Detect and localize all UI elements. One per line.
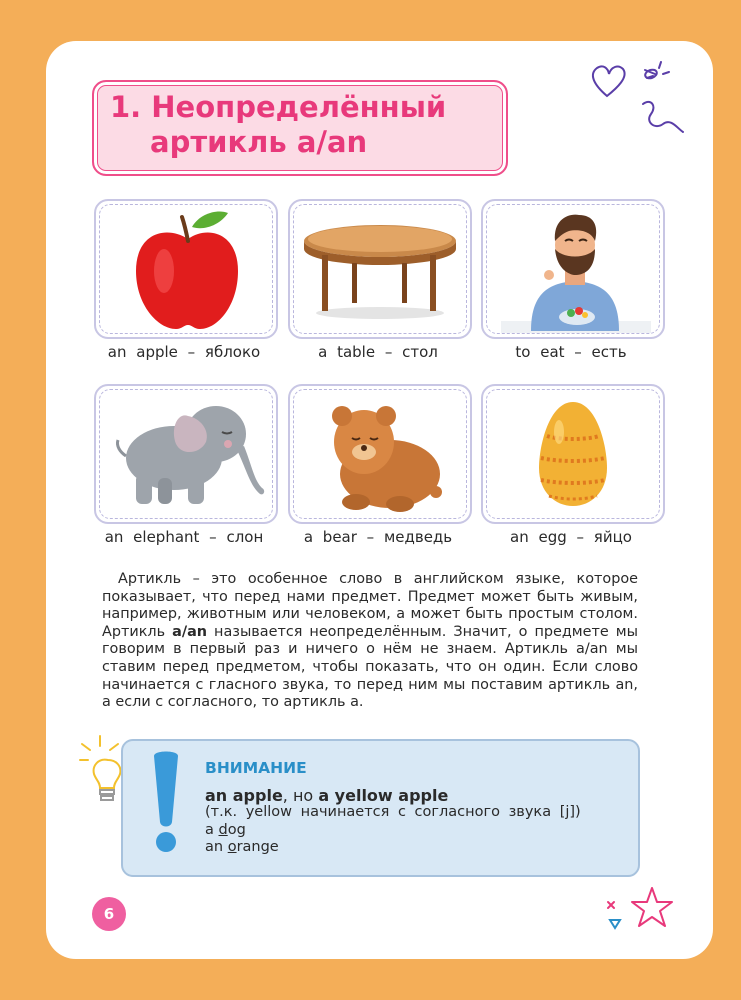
- note-example-dog: a dog: [205, 822, 246, 838]
- card-elephant: [94, 384, 278, 524]
- bear-image: [290, 386, 470, 522]
- note-explanation: (т.к. yellow начинается с согласного звука [j]): [205, 804, 581, 820]
- star-doodle-icon: [604, 880, 684, 940]
- page-number-badge: 6: [92, 897, 126, 931]
- egg-image: [483, 386, 663, 522]
- page-title-line-2: артикль a/an: [150, 125, 368, 159]
- card-caption-egg: an egg – яйцо: [510, 528, 632, 546]
- card-table: [288, 199, 472, 339]
- apple-image: [96, 201, 276, 337]
- man-eating-image: [483, 201, 663, 337]
- note-example-apple: an apple, но a yellow apple: [205, 786, 449, 805]
- card-caption-elephant: an elephant – слон: [104, 528, 264, 546]
- body-paragraph: Артикль – это особенное слово в английском языке, которое показывает, что перед нами предмет. Предмет может быть живым, например, животным или человеком, а может быть простым столом. Артикль a/an называется неопределённым. Значит, о предмете мы говорим в первый раз и ничего о нём не знаем. Артикль a/an мы ставим перед предметом, чтобы показать, что он один. Если слово начинается с гласного звука, то перед ним мы поставим артикль an, а если с согласного, то артикль a.: [102, 571, 638, 711]
- card-man-eating: [481, 199, 665, 339]
- elephant-image: [96, 386, 276, 522]
- exclamation-icon: [146, 748, 186, 858]
- heart-doodle-icon: [585, 58, 695, 148]
- page-title-line-1: 1. Неопределённый: [110, 90, 447, 124]
- card-bear: [288, 384, 472, 524]
- card-caption-bear: a bear – медведь: [303, 528, 453, 546]
- table-image: [290, 201, 470, 337]
- note-title: ВНИМАНИЕ: [205, 759, 307, 777]
- card-caption-apple: an apple – яблоко: [107, 343, 261, 361]
- note-example-orange: an orange: [205, 839, 279, 855]
- card-caption-table: a table – стол: [318, 343, 438, 361]
- lightbulb-icon: [78, 734, 126, 804]
- card-caption-eat: to eat – есть: [515, 343, 627, 361]
- card-egg: [481, 384, 665, 524]
- card-apple: [94, 199, 278, 339]
